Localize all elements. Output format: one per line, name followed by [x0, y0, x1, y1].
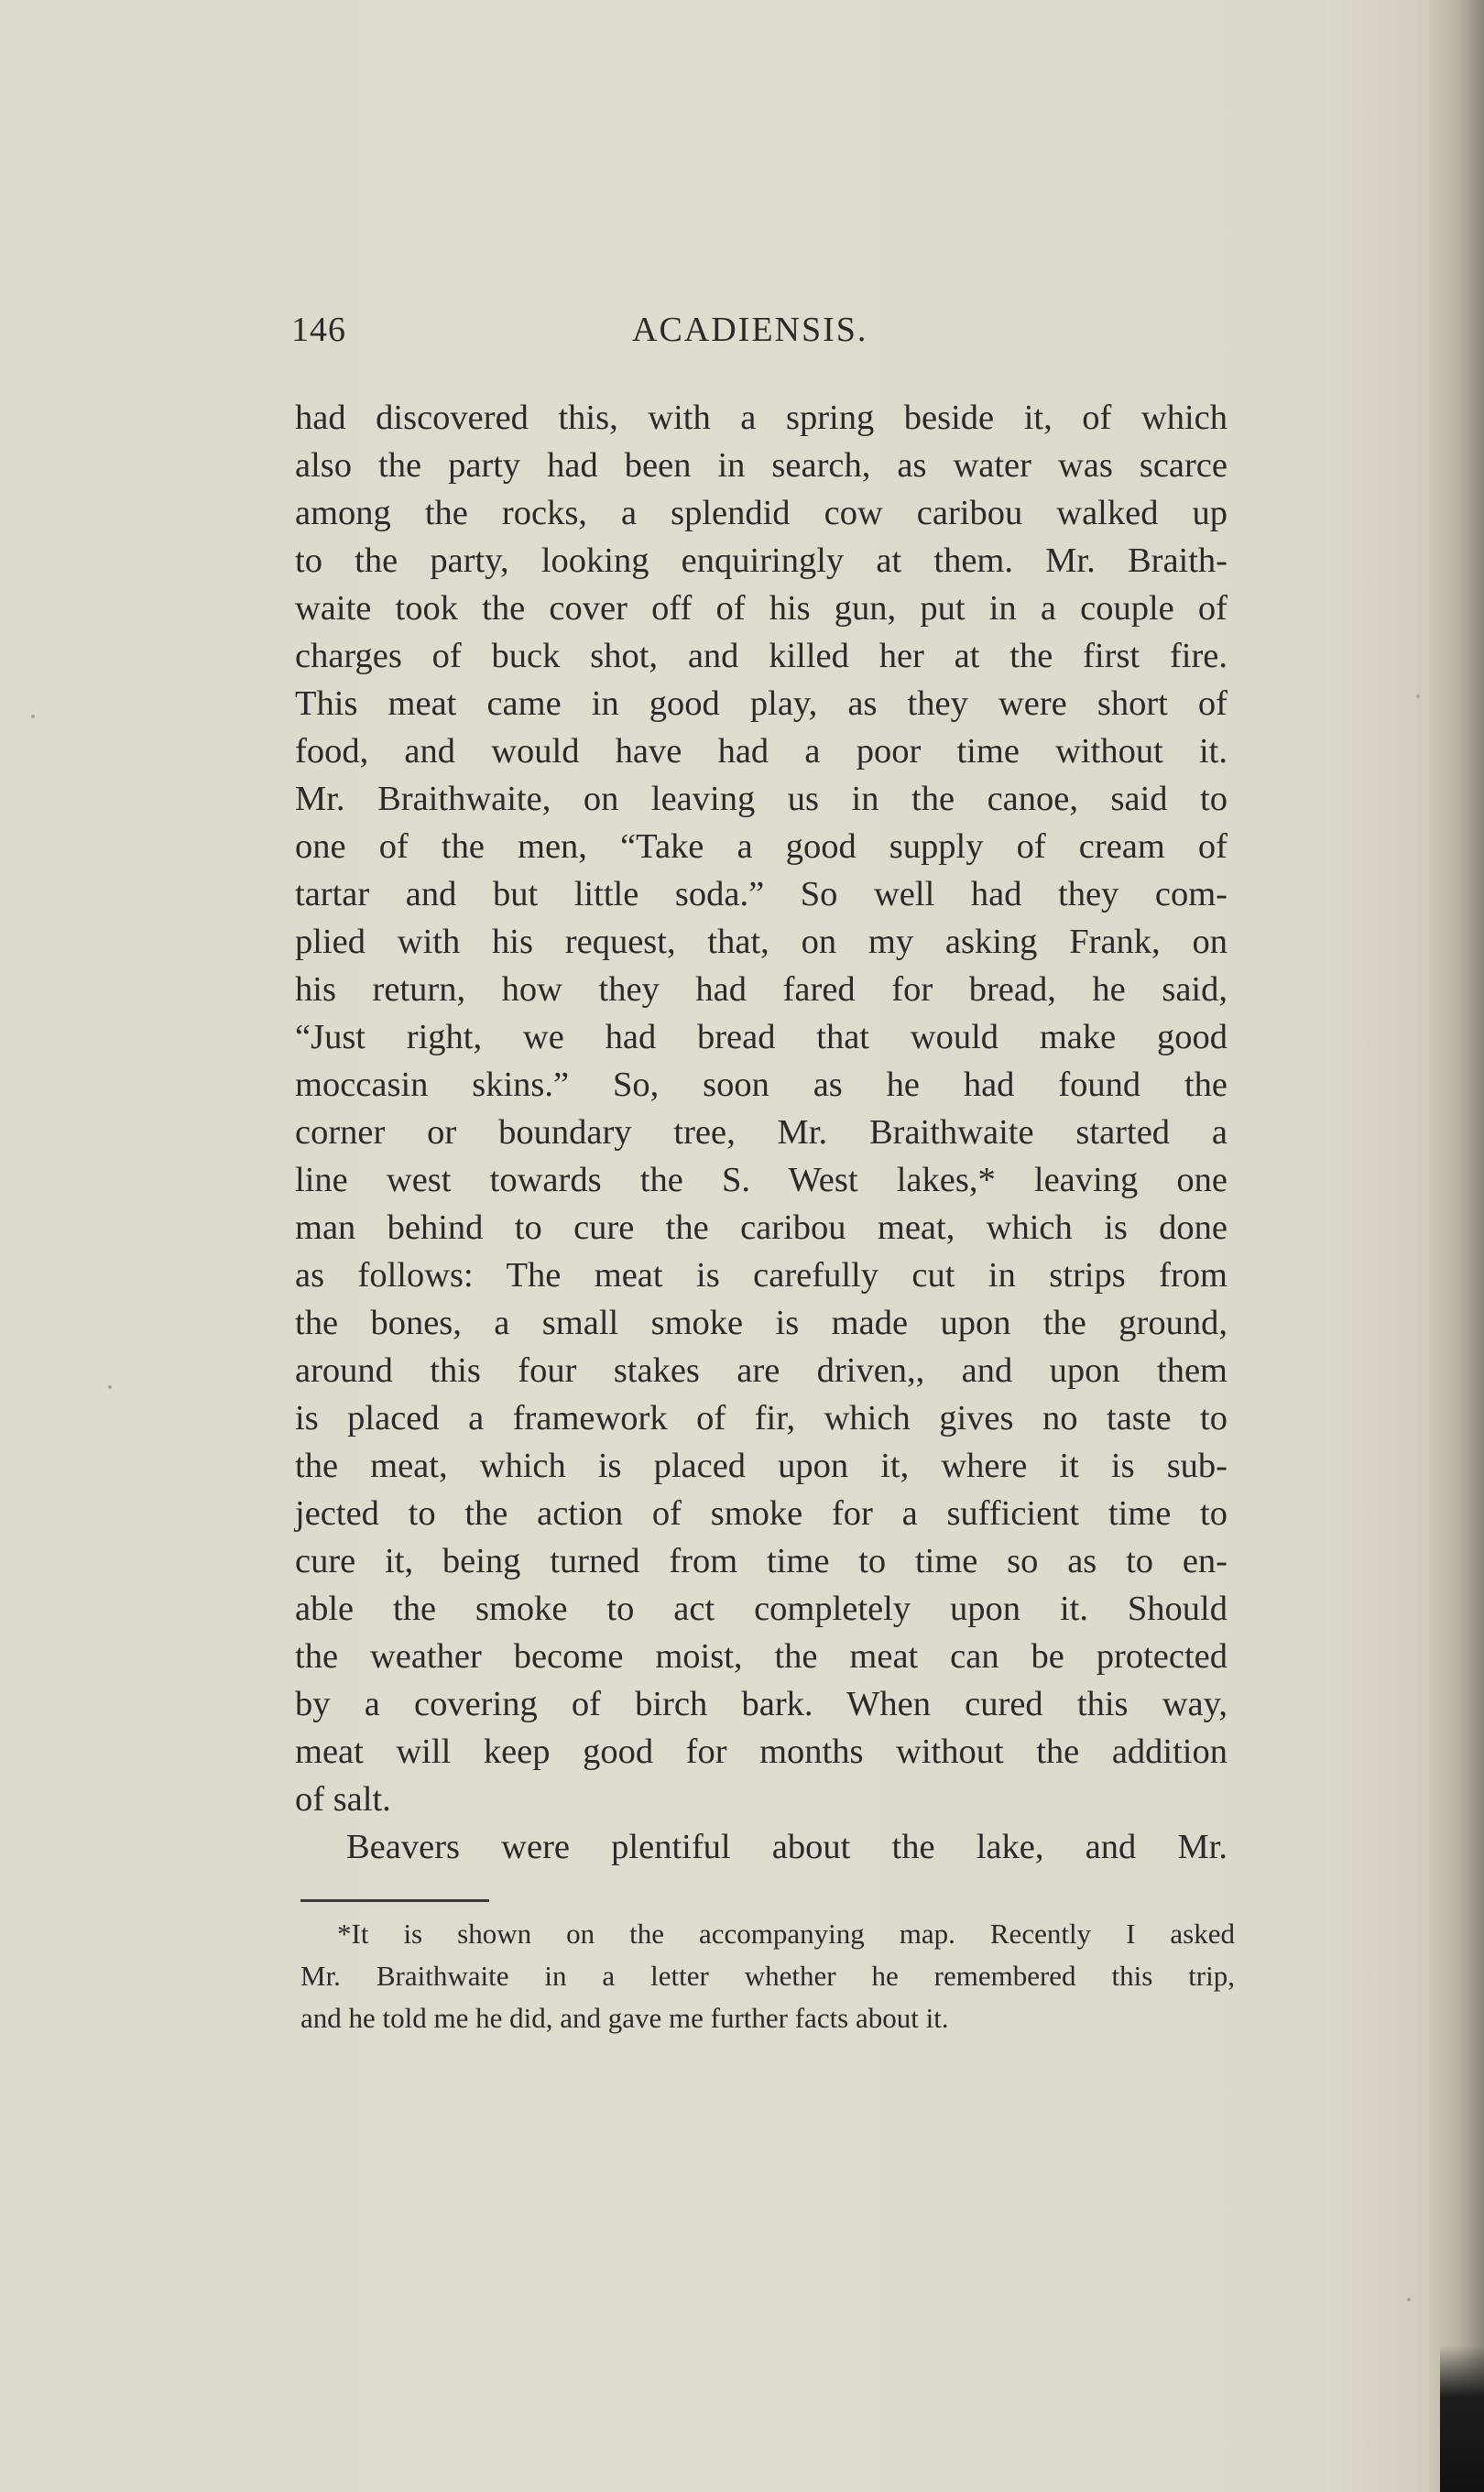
text-line: tartar and but little soda.” So well had they com- — [295, 875, 1228, 913]
text-line: the bones, a small smoke is made upon the ground, — [295, 1304, 1228, 1342]
text-line: by a covering of birch bark. When cured this way, — [295, 1685, 1228, 1723]
running-head-title: ACADIENSIS. — [632, 311, 868, 349]
footnote-line: and he told me he did, and gave me further facts about it. — [300, 2002, 949, 2034]
text-line: around this four stakes are driven,, and upon them — [295, 1351, 1228, 1390]
text-line: Mr. Braithwaite, on leaving us in the canoe, said to — [295, 780, 1228, 818]
text-line: also the party had been in search, as water was scarce — [295, 446, 1228, 485]
paper-speck — [31, 715, 35, 718]
text-line: moccasin skins.” So, soon as he had found the — [295, 1066, 1228, 1104]
text-line: the weather become moist, the meat can be protected — [295, 1637, 1228, 1676]
paper-speck — [1416, 694, 1420, 698]
footnote-line: *It is shown on the accompanying map. Recently I asked — [337, 1918, 1235, 1950]
text-line: the meat, which is placed upon it, where it is sub- — [295, 1447, 1228, 1485]
text-line: corner or boundary tree, Mr. Braithwaite started a — [295, 1113, 1228, 1152]
text-line: meat will keep good for months without the addition — [295, 1732, 1228, 1771]
text-line: line west towards the S. West lakes,* leaving one — [295, 1161, 1228, 1199]
paper-speck — [1407, 2298, 1411, 2301]
text-line: food, and would have had a poor time without it. — [295, 732, 1228, 771]
text-line: jected to the action of smoke for a sufficient time to — [295, 1494, 1228, 1533]
book-cover-edge — [1440, 2345, 1484, 2492]
footnote — [300, 1913, 1235, 2039]
text-line: “Just right, we had bread that would make good — [295, 1018, 1228, 1056]
page-header — [291, 310, 1226, 365]
text-line: his return, how they had fared for bread, he said, — [295, 970, 1228, 1009]
text-line: man behind to cure the caribou meat, which is done — [295, 1208, 1228, 1247]
text-line: of salt. — [295, 1780, 391, 1819]
text-line: among the rocks, a splendid cow caribou walked up — [295, 494, 1228, 532]
text-line: cure it, being turned from time to time so as to en- — [295, 1542, 1228, 1580]
page-number: 146 — [291, 311, 346, 349]
text-line: This meat came in good play, as they were short of — [295, 684, 1228, 723]
text-line: Beavers were plentiful about the lake, and Mr. — [346, 1828, 1228, 1866]
text-line: charges of buck shot, and killed her at the first fire. — [295, 637, 1228, 675]
text-line: is placed a framework of fir, which gives no taste to — [295, 1399, 1228, 1437]
text-line: to the party, looking enquiringly at them. Mr. Braith- — [295, 541, 1228, 580]
text-line: able the smoke to act completely upon it. Should — [295, 1590, 1228, 1628]
page-gutter-shadow — [1429, 0, 1484, 2492]
text-line: one of the men, “Take a good supply of cream of — [295, 827, 1228, 866]
text-line: waite took the cover off of his gun, put in a couple of — [295, 589, 1228, 628]
paper-speck — [108, 1385, 112, 1389]
text-line: had discovered this, with a spring beside it, of which — [295, 399, 1228, 437]
body-text — [295, 394, 1228, 1871]
text-line: as follows: The meat is carefully cut in strips from — [295, 1256, 1228, 1295]
text-line: plied with his request, that, on my asking Frank, on — [295, 923, 1228, 961]
footnote-line: Mr. Braithwaite in a letter whether he remembered this trip, — [300, 1960, 1235, 1992]
footnote-rule — [300, 1899, 489, 1902]
